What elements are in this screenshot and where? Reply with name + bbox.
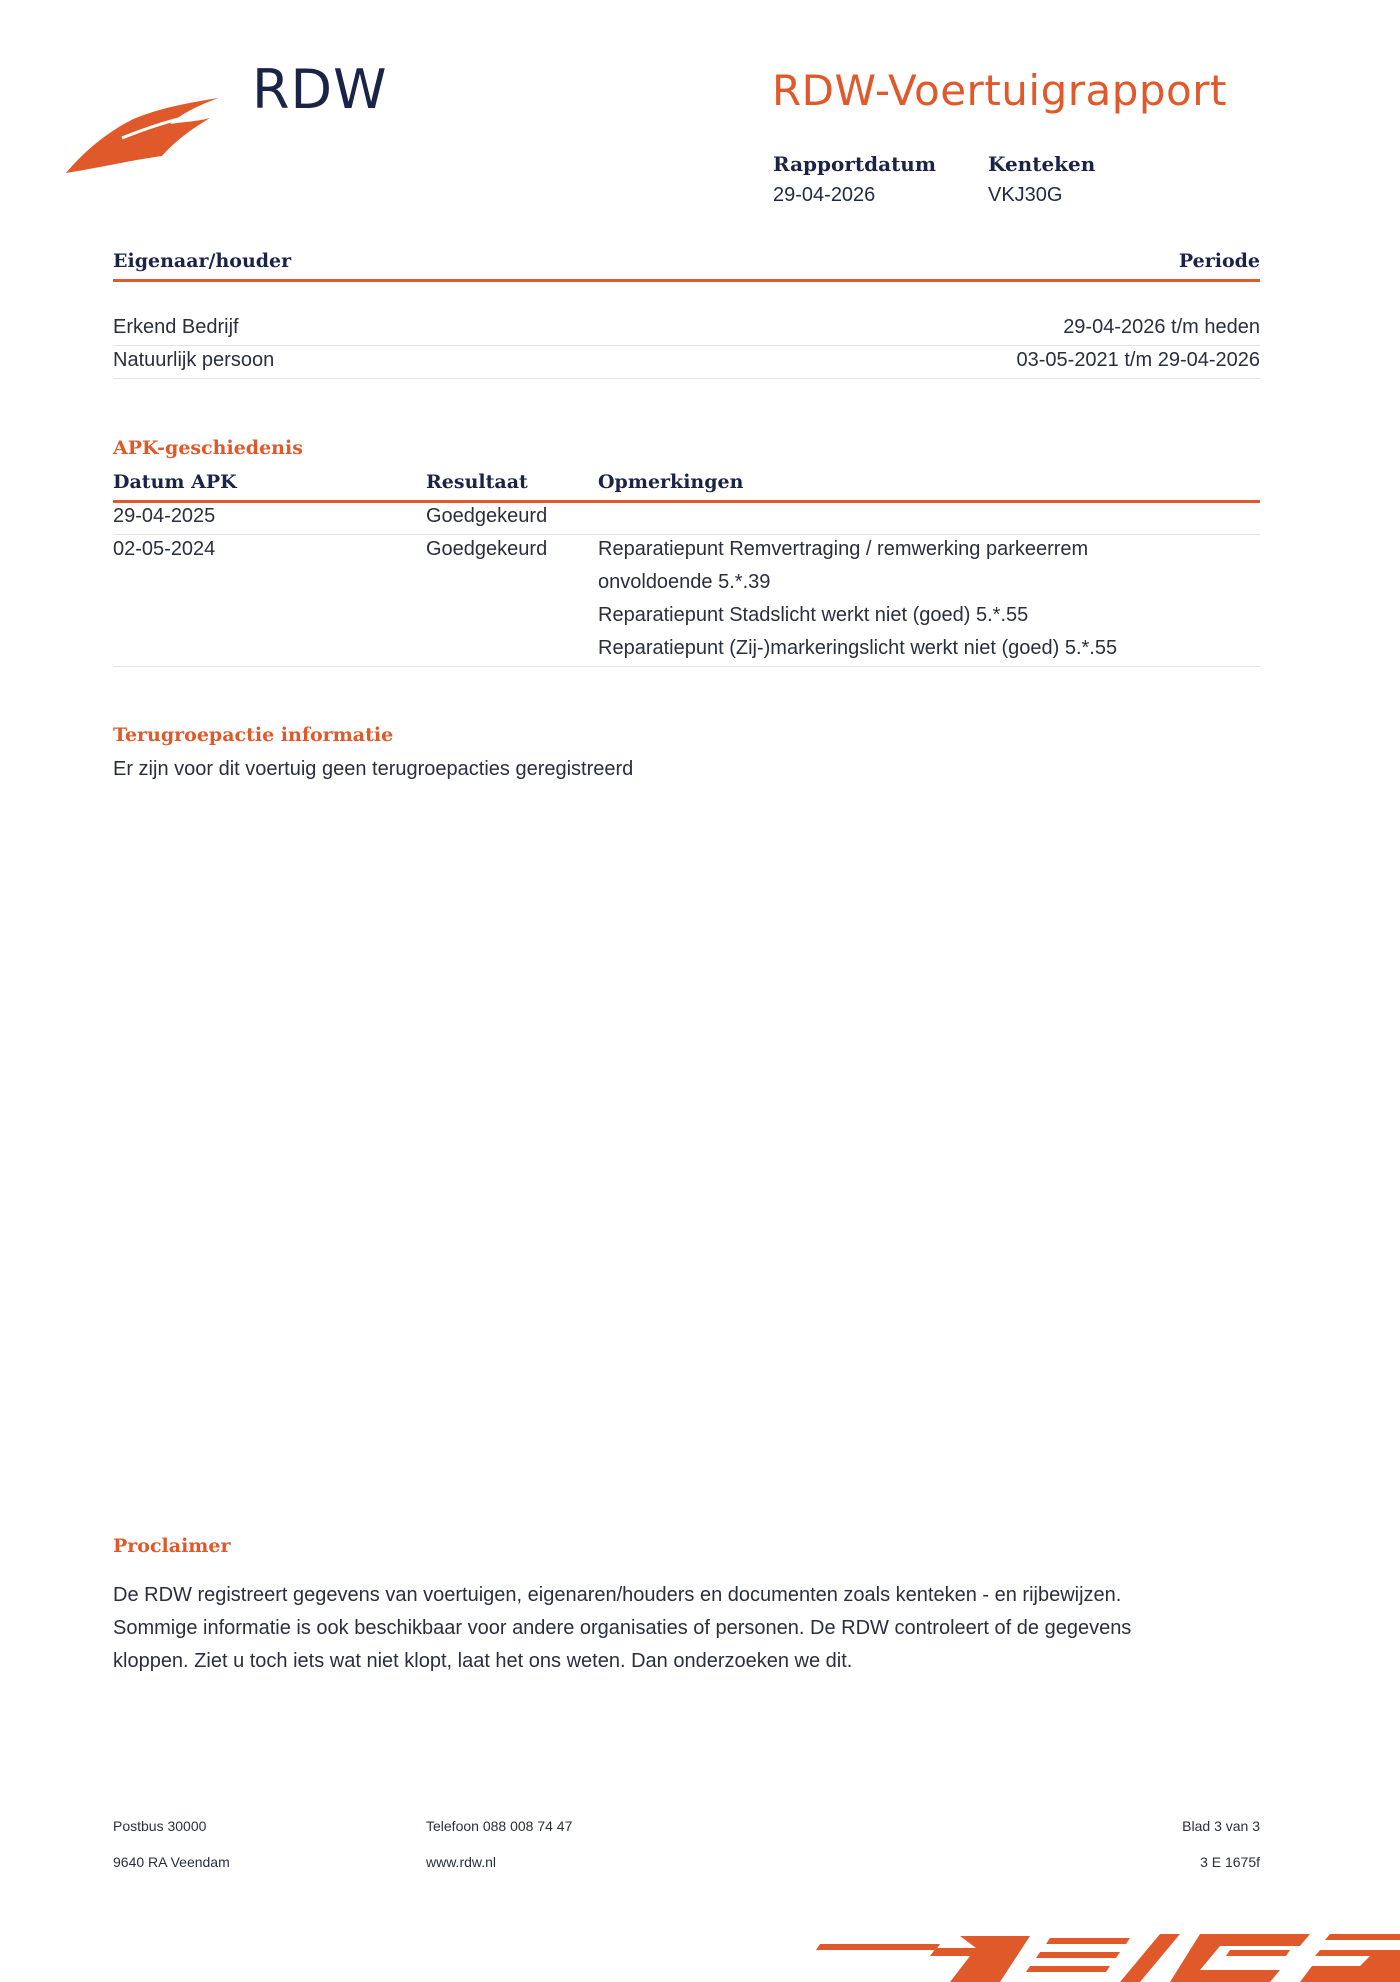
- apk-result-cell: Goedgekeurd: [426, 538, 548, 560]
- apk-header-rule: [113, 500, 1260, 503]
- apk-remark-line: Reparatiepunt (Zij-)markeringslicht werkt niet (goed) 5.*.55: [598, 637, 1118, 659]
- footer-page-number: Blad 3 van 3: [1182, 1818, 1260, 1834]
- rapportdatum-label: Rapportdatum: [773, 152, 937, 176]
- apk-result-header: Resultaat: [426, 471, 528, 493]
- disclaimer-line: Sommige informatie is ook beschikbaar voor andere organisaties of personen. De RDW controleert of de gegevens: [113, 1617, 1132, 1639]
- apk-remarks-header: Opmerkingen: [598, 471, 744, 493]
- apk-date-cell: 29-04-2025: [113, 505, 216, 527]
- footer-document-code: 3 E 1675f: [1200, 1854, 1260, 1870]
- footer-address-line1: Postbus 30000: [113, 1818, 207, 1834]
- recall-section-title: Terugroepactie informatie: [113, 724, 394, 746]
- apk-section-title: APK-geschiedenis: [113, 437, 303, 459]
- apk-remark-line: Reparatiepunt Remvertraging / remwerking parkeerrem: [598, 538, 1089, 560]
- owner-cell: Natuurlijk persoon: [113, 349, 275, 371]
- page-title: RDW-Voertuigrapport: [772, 66, 1227, 115]
- period-column-header: Periode: [1178, 250, 1260, 272]
- row-divider: [113, 534, 1260, 535]
- rapportdatum-value: 29-04-2026: [773, 184, 876, 206]
- recall-text: Er zijn voor dit voertuig geen terugroepacties geregistreerd: [113, 758, 634, 780]
- footer-phone: Telefoon 088 008 74 47: [426, 1818, 573, 1834]
- apk-date-header: Datum APK: [113, 471, 237, 493]
- apk-date-cell: 02-05-2024: [113, 538, 216, 560]
- footer-website-link[interactable]: www.rdw.nl: [426, 1854, 497, 1870]
- footer-stripes-decoration: [800, 1926, 1400, 1982]
- disclaimer-body: [113, 1579, 1263, 1678]
- row-divider: [113, 345, 1260, 346]
- period-cell: 29-04-2026 t/m heden: [1063, 316, 1260, 338]
- disclaimer-line: De RDW registreert gegevens van voertuigen, eigenaren/houders en documenten zoals kenteken - en rijbewijzen.: [113, 1584, 1122, 1606]
- footer-address-line2: 9640 RA Veendam: [113, 1854, 230, 1870]
- owners-header-rule: [113, 279, 1260, 282]
- apk-result-cell: Goedgekeurd: [426, 505, 548, 527]
- disclaimer-line: kloppen. Ziet u toch iets wat niet klopt, laat het ons weten. Dan onderzoeken we dit.: [113, 1650, 853, 1672]
- disclaimer-title: Proclaimer: [113, 1535, 231, 1557]
- owner-column-header: Eigenaar/houder: [113, 250, 292, 272]
- period-cell: 03-05-2021 t/m 29-04-2026: [1016, 349, 1260, 371]
- apk-remark-line: onvoldoende 5.*.39: [598, 571, 771, 593]
- kenteken-label: Kenteken: [988, 152, 1096, 176]
- row-divider: [113, 378, 1260, 379]
- apk-remark-line: Reparatiepunt Stadslicht werkt niet (goed) 5.*.55: [598, 604, 1029, 626]
- kenteken-value: VKJ30G: [988, 184, 1063, 206]
- owner-cell: Erkend Bedrijf: [113, 316, 239, 338]
- row-divider: [113, 666, 1260, 667]
- logo-text: RDW: [252, 58, 388, 121]
